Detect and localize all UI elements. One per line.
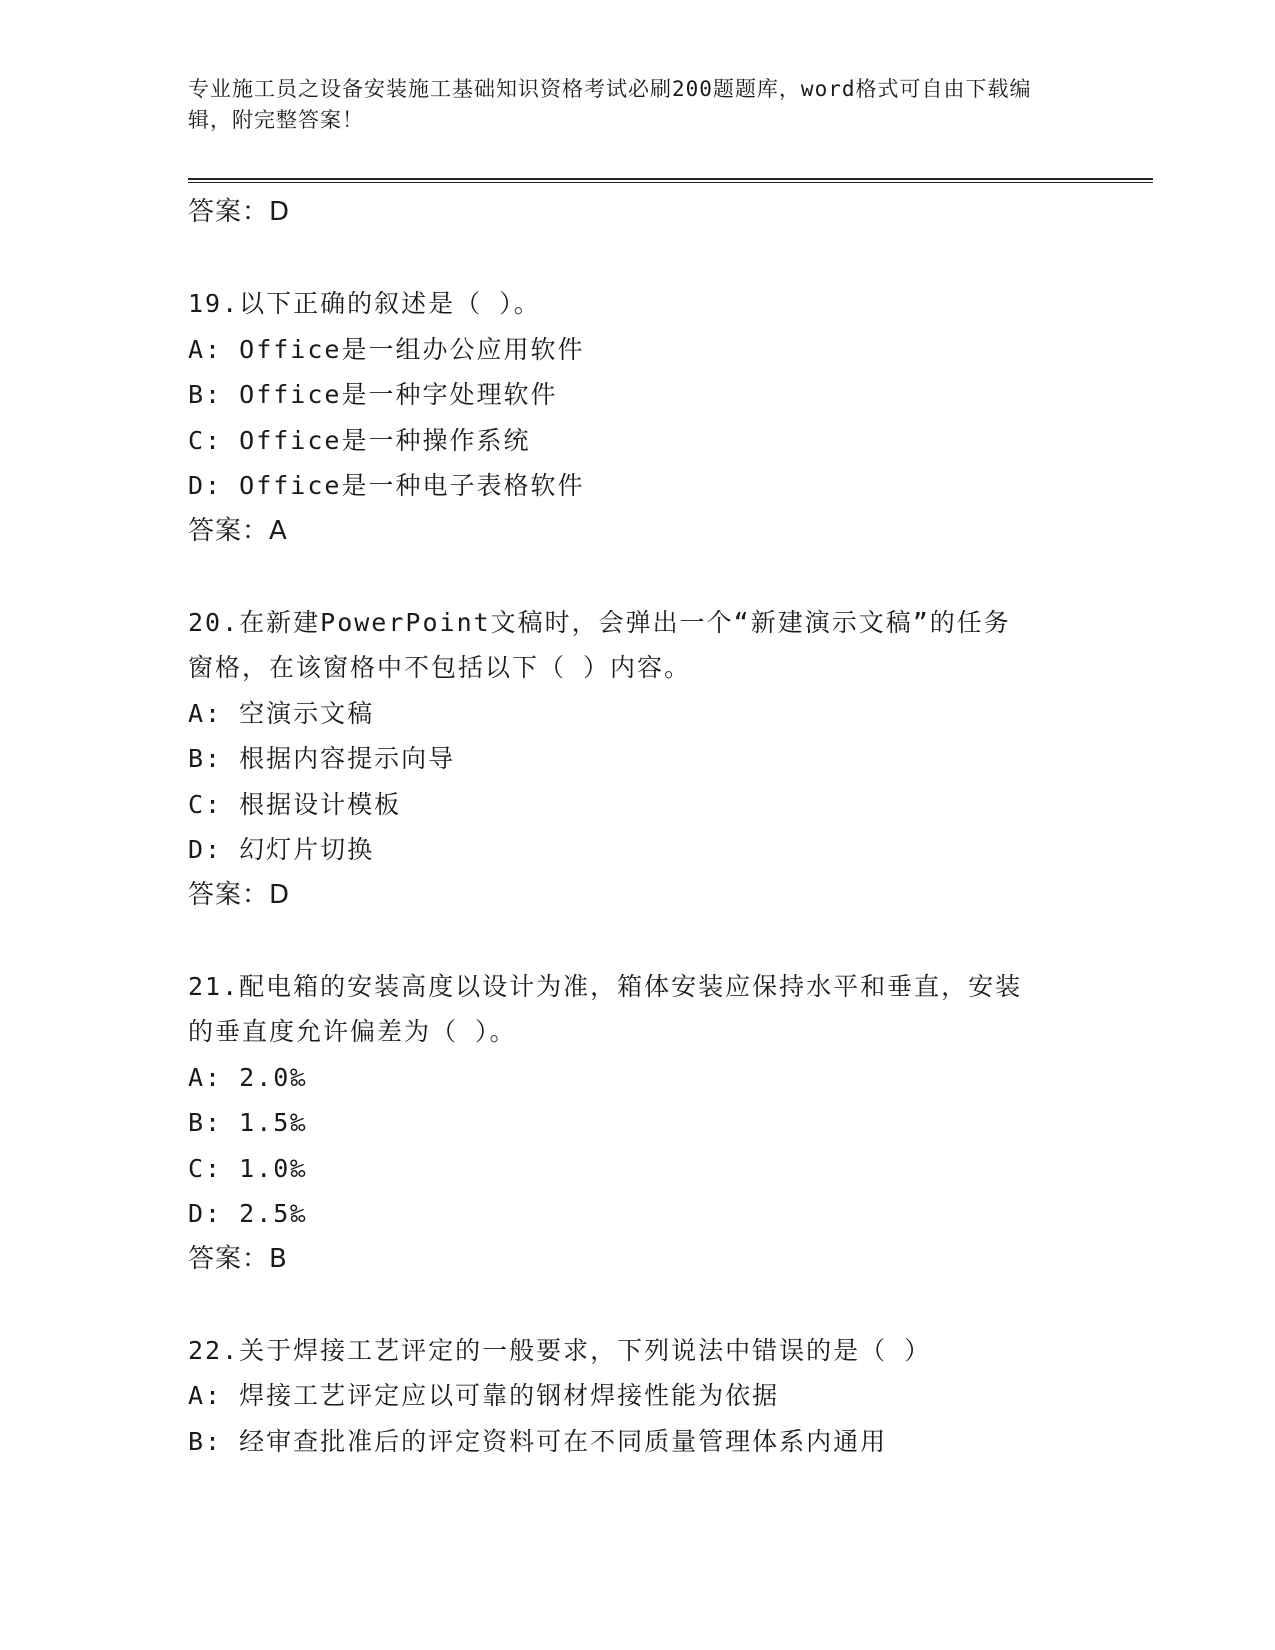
question-stem: 19.以下正确的叙述是（ ）。: [188, 289, 541, 318]
spacer: [188, 554, 1088, 600]
option-a: A: 2.0‰: [188, 1062, 308, 1092]
option-a: A: 空演示文稿: [188, 698, 375, 728]
document-header: 专业施工员之设备安装施工基础知识资格考试必刷200题题库，word格式可自由下载编辑，附完整答案！: [188, 77, 1032, 132]
answer-line: 答案：A: [188, 515, 288, 546]
option-b: B: 经审查批准后的评定资料可在不同质量管理体系内通用: [188, 1426, 888, 1456]
option-a: A: Office是一组办公应用软件: [188, 334, 585, 364]
spacer: [188, 918, 1088, 964]
question-21: [188, 964, 1088, 1283]
spacer: [188, 236, 1088, 282]
question-stem: 21.配电箱的安装高度以设计为准，箱体安装应保持水平和垂直，安装: [188, 971, 1023, 1001]
question-22: [188, 1328, 1088, 1465]
option-d: D: Office是一种电子表格软件: [188, 471, 585, 500]
header-divider: [188, 178, 1153, 183]
question-20: [188, 600, 1088, 919]
question-19: [188, 281, 1088, 554]
question-stem-continued: 的垂直度允许偏差为（ ）。: [188, 1017, 517, 1046]
option-c: C: 根据设计模板: [188, 789, 402, 819]
spacer: [188, 1282, 1088, 1328]
option-d: D: 幻灯片切换: [188, 835, 375, 864]
option-d: D: 2.5‰: [188, 1199, 308, 1228]
option-b: B: 根据内容提示向导: [188, 744, 456, 773]
option-c: C: Office是一种操作系统: [188, 425, 531, 455]
question-stem-continued: 窗格，在该窗格中不包括以下（ ）内容。: [188, 653, 692, 682]
question-stem: 20.在新建PowerPoint文稿时，会弹出一个“新建演示文稿”的任务: [188, 607, 1011, 637]
answer-line: 答案：D: [188, 197, 291, 227]
option-a: A: 焊接工艺评定应以可靠的钢材焊接性能为依据: [188, 1381, 780, 1410]
option-b: B: 1.5‰: [188, 1108, 308, 1137]
answer-line: 答案：B: [188, 1243, 288, 1274]
option-c: C: 1.0‰: [188, 1153, 308, 1183]
answer-line: 答案：D: [188, 879, 291, 910]
option-b: B: Office是一种字处理软件: [188, 380, 558, 409]
document-body: [188, 190, 1088, 1464]
question-stem: 22.关于焊接工艺评定的一般要求，下列说法中错误的是（ ）: [188, 1335, 932, 1365]
